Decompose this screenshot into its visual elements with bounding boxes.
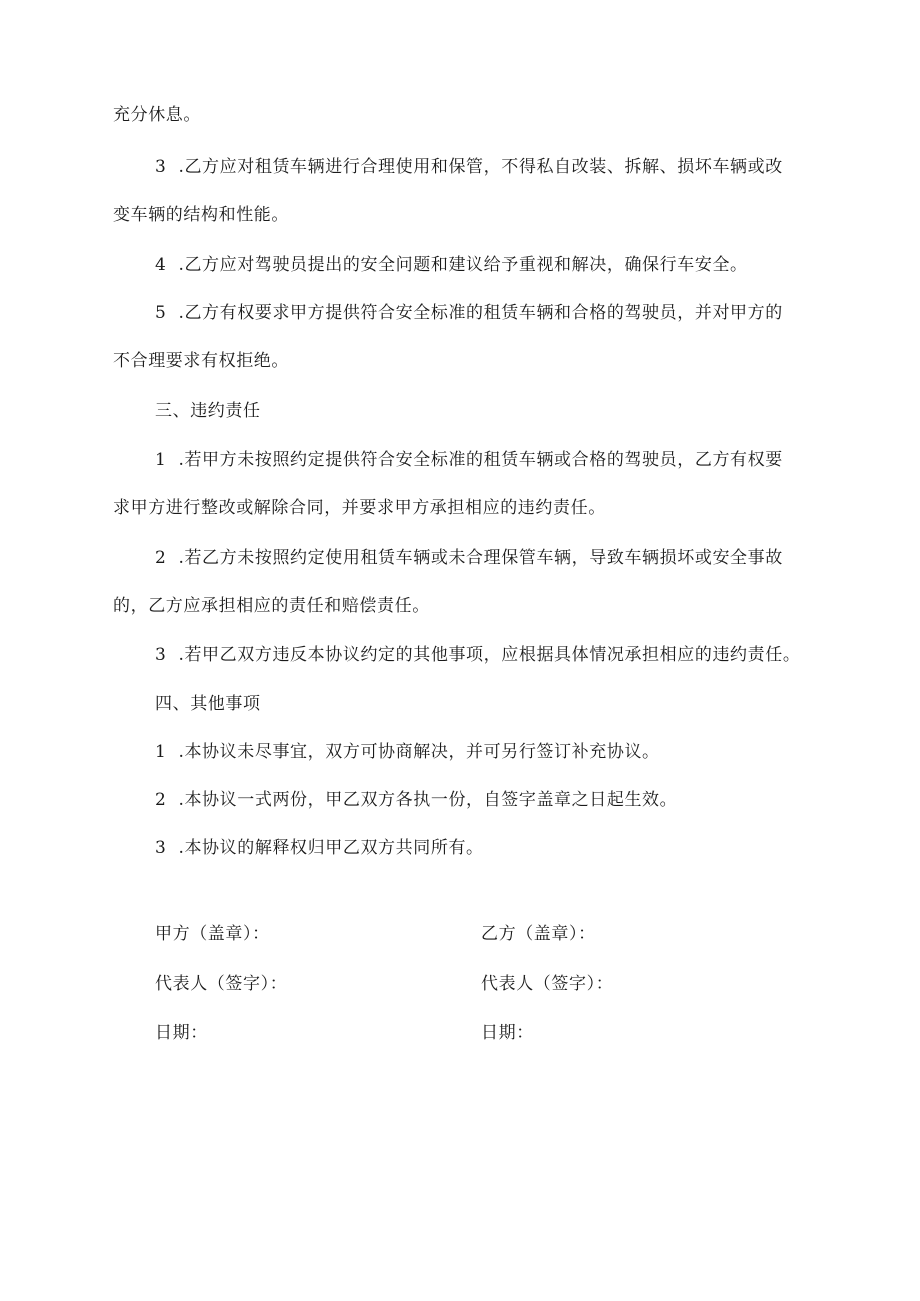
clause-3-3-line1 xyxy=(155,643,800,667)
party-a-date-label: 日期： xyxy=(155,1023,208,1043)
clause-2-5-line2: 不合理要求有权拒绝。 xyxy=(113,351,289,371)
clause-text: .乙方应对租赁车辆进行合理使用和保管，不得私自改装、拆解、损坏车辆或改 xyxy=(178,157,783,177)
clause-3-1-line1 xyxy=(155,448,783,472)
clause-text: .乙方应对驾驶员提出的安全问题和建议给予重视和解决，确保行车安全。 xyxy=(178,255,748,275)
clause-2-3-line1 xyxy=(155,155,783,179)
party-a-seal-label: 甲方（盖章）： xyxy=(155,924,270,944)
clause-number: 2 xyxy=(155,790,167,810)
clause-text: .本协议未尽事宜，双方可协商解决，并可另行签订补充协议。 xyxy=(178,742,660,762)
clause-number: 1 xyxy=(155,742,167,762)
clause-2-5-line1 xyxy=(155,301,783,325)
clause-2-3-line2: 变车辆的结构和性能。 xyxy=(113,205,289,225)
clause-3-1-line2: 求甲方进行整改或解除合同，并要求甲方承担相应的违约责任。 xyxy=(113,498,606,518)
clause-text: .本协议一式两份，甲乙双方各执一份，自签字盖章之日起生效。 xyxy=(178,790,678,810)
clause-text: .乙方有权要求甲方提供符合安全标准的租赁车辆和合格的驾驶员，并对甲方的 xyxy=(178,303,783,323)
clause-number: 2 xyxy=(155,548,167,568)
clause-4-1-line1 xyxy=(155,740,660,764)
clause-text: .若甲方未按照约定提供符合安全标准的租赁车辆或合格的驾驶员，乙方有权要 xyxy=(178,450,783,470)
section-title-breach: 三、违约责任 xyxy=(155,401,261,421)
clause-text: .若甲乙双方违反本协议约定的其他事项，应根据具体情况承担相应的违约责任。 xyxy=(178,645,801,665)
clause-number: 1 xyxy=(155,450,167,470)
party-a-representative-label: 代表人（签字）： xyxy=(155,974,288,994)
party-b-representative-label: 代表人（签字）： xyxy=(481,974,614,994)
clause-2-4-line1 xyxy=(155,253,748,277)
clause-4-2-line1 xyxy=(155,788,677,812)
party-b-seal-label: 乙方（盖章）： xyxy=(481,924,596,944)
clause-text: .本协议的解释权归甲乙双方共同所有。 xyxy=(178,838,484,858)
clause-number: 3 xyxy=(155,645,167,665)
clause-3-2-line1 xyxy=(155,546,783,570)
section-title-other: 四、其他事项 xyxy=(155,694,261,714)
clause-number: 3 xyxy=(155,838,167,858)
paragraph-continuation: 充分休息。 xyxy=(113,105,201,125)
party-b-date-label: 日期： xyxy=(481,1023,534,1043)
clause-number: 5 xyxy=(155,303,167,323)
clause-text: .若乙方未按照约定使用租赁车辆或未合理保管车辆，导致车辆损坏或安全事故 xyxy=(178,548,783,568)
clause-number: 4 xyxy=(155,255,167,275)
clause-4-3-line1 xyxy=(155,836,484,860)
clause-number: 3 xyxy=(155,157,167,177)
clause-3-2-line2: 的，乙方应承担相应的责任和赔偿责任。 xyxy=(113,596,430,616)
